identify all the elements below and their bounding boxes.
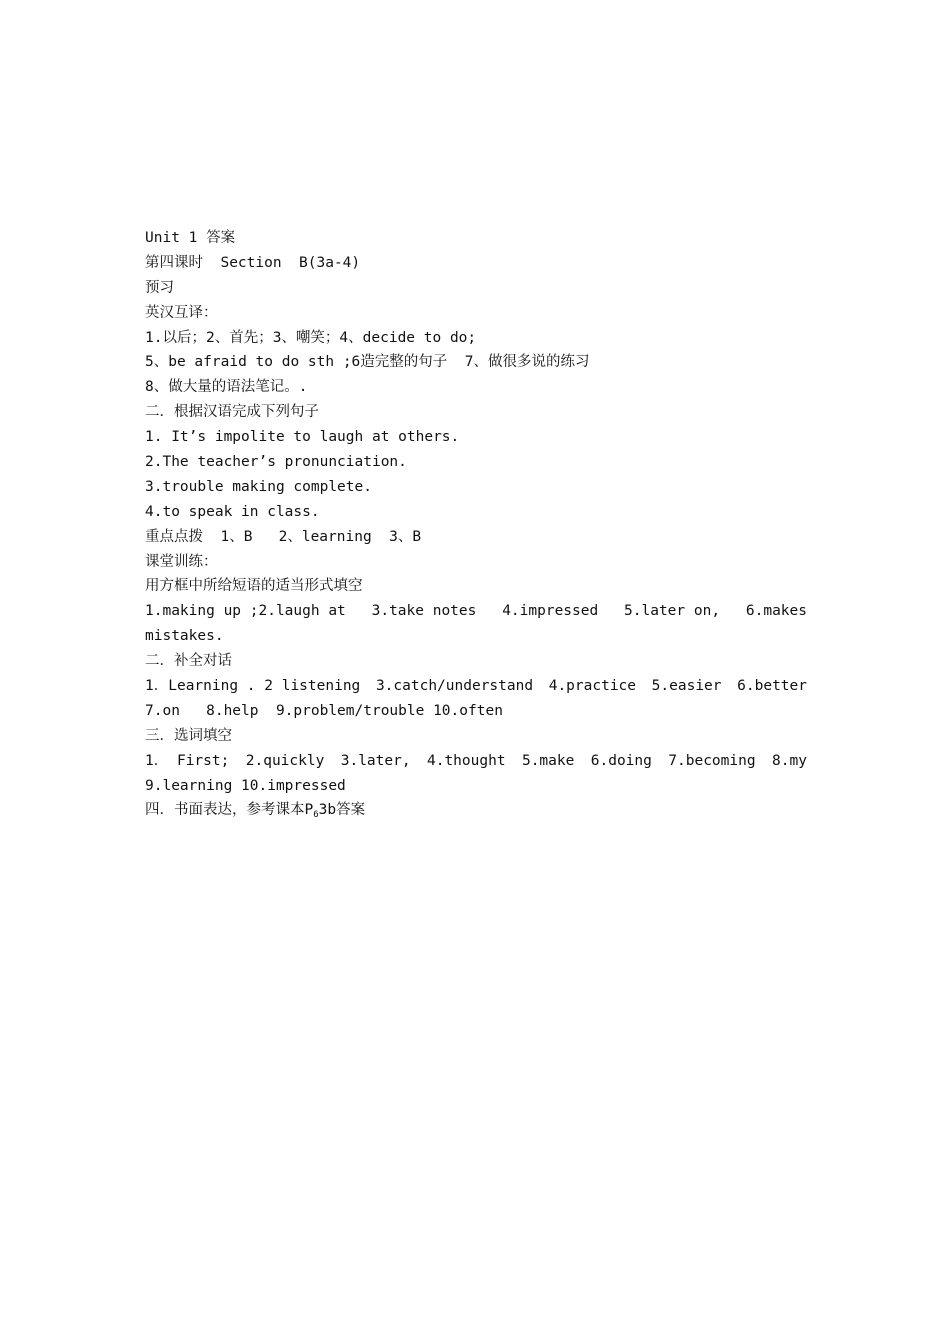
writing-main: 四．书面表达，参考课本P — [145, 802, 314, 819]
dialog-answers-cont: 7.on 8.help 9.problem/trouble 10.often — [145, 702, 503, 719]
choose-heading: 三．选词填空 — [145, 727, 232, 744]
dialog-answer-5: 5.easier — [651, 678, 722, 695]
section2-heading: 二．根据汉语完成下列句子 — [145, 404, 319, 421]
translate-line-2: 5、be afraid to do sth ;6造完整的句子 7、做很多说的练习 — [145, 354, 590, 371]
preview-heading: 预习 — [145, 279, 174, 296]
s2-item-1: 1. It’s impolite to laugh at others. — [145, 429, 460, 446]
fill-answer-1-2: 1.making up ;2.laugh at — [145, 603, 346, 620]
choose-answer-7: 7.becoming — [668, 752, 756, 769]
fill-answers-cont: mistakes. — [145, 628, 224, 645]
translate-heading: 英汉互译： — [145, 304, 218, 321]
doc-title: Unit 1 答案 — [145, 230, 236, 246]
dialog-heading: 二．补全对话 — [145, 653, 232, 670]
fill-answer-5: 5.later on, — [624, 603, 721, 620]
s2-item-3: 3.trouble making complete. — [145, 478, 372, 495]
translate-line-3: 8、做大量的语法笔记。. — [145, 379, 308, 396]
choose-answer-2: 2.quickly — [245, 752, 325, 769]
choose-answers-cont: 9.learning 10.impressed — [145, 777, 346, 794]
lesson-line: 第四课时 Section B(3a-4) — [145, 254, 361, 271]
fill-answer-6: 6.makes — [745, 603, 807, 620]
choose-answer-8: 8.my — [772, 752, 807, 769]
classwork-heading: 课堂训练： — [145, 553, 218, 570]
writing-tail: 3b答案 — [318, 802, 366, 819]
s2-item-4: 4.to speak in class. — [145, 503, 320, 520]
keypoints-line: 重点点拨 1、B 2、learning 3、B — [145, 528, 422, 545]
choose-answer-3: 3.later, — [340, 752, 411, 769]
dialog-answer-1-2: 1．Learning . 2 listening — [145, 678, 361, 695]
choose-answer-4: 4.thought — [426, 752, 506, 769]
fill-answer-4: 4.impressed — [502, 603, 599, 620]
dialog-answer-6: 6.better — [737, 678, 807, 695]
choose-answer-5: 5.make — [521, 752, 575, 769]
choose-answer-6: 6.doing — [590, 752, 652, 769]
answer-key — [145, 226, 807, 823]
fill-heading: 用方框中所给短语的适当形式填空 — [145, 578, 363, 595]
writing-line — [145, 798, 807, 823]
s2-item-2: 2.The teacher’s pronunciation. — [145, 454, 407, 471]
fill-answer-3: 3.take notes — [371, 603, 477, 620]
dialog-answer-4: 4.practice — [548, 678, 637, 695]
dialog-answers — [145, 674, 807, 699]
writing-page-subscript: 6 — [313, 810, 319, 821]
fill-answers — [145, 599, 807, 624]
choose-answers — [145, 749, 807, 774]
translate-line-1: 1.以后；2、首先；3、嘲笑；4、decide to do; — [145, 329, 477, 346]
dialog-answer-3: 3.catch/understand — [375, 678, 534, 695]
choose-answer-1: 1． First; — [145, 752, 230, 769]
